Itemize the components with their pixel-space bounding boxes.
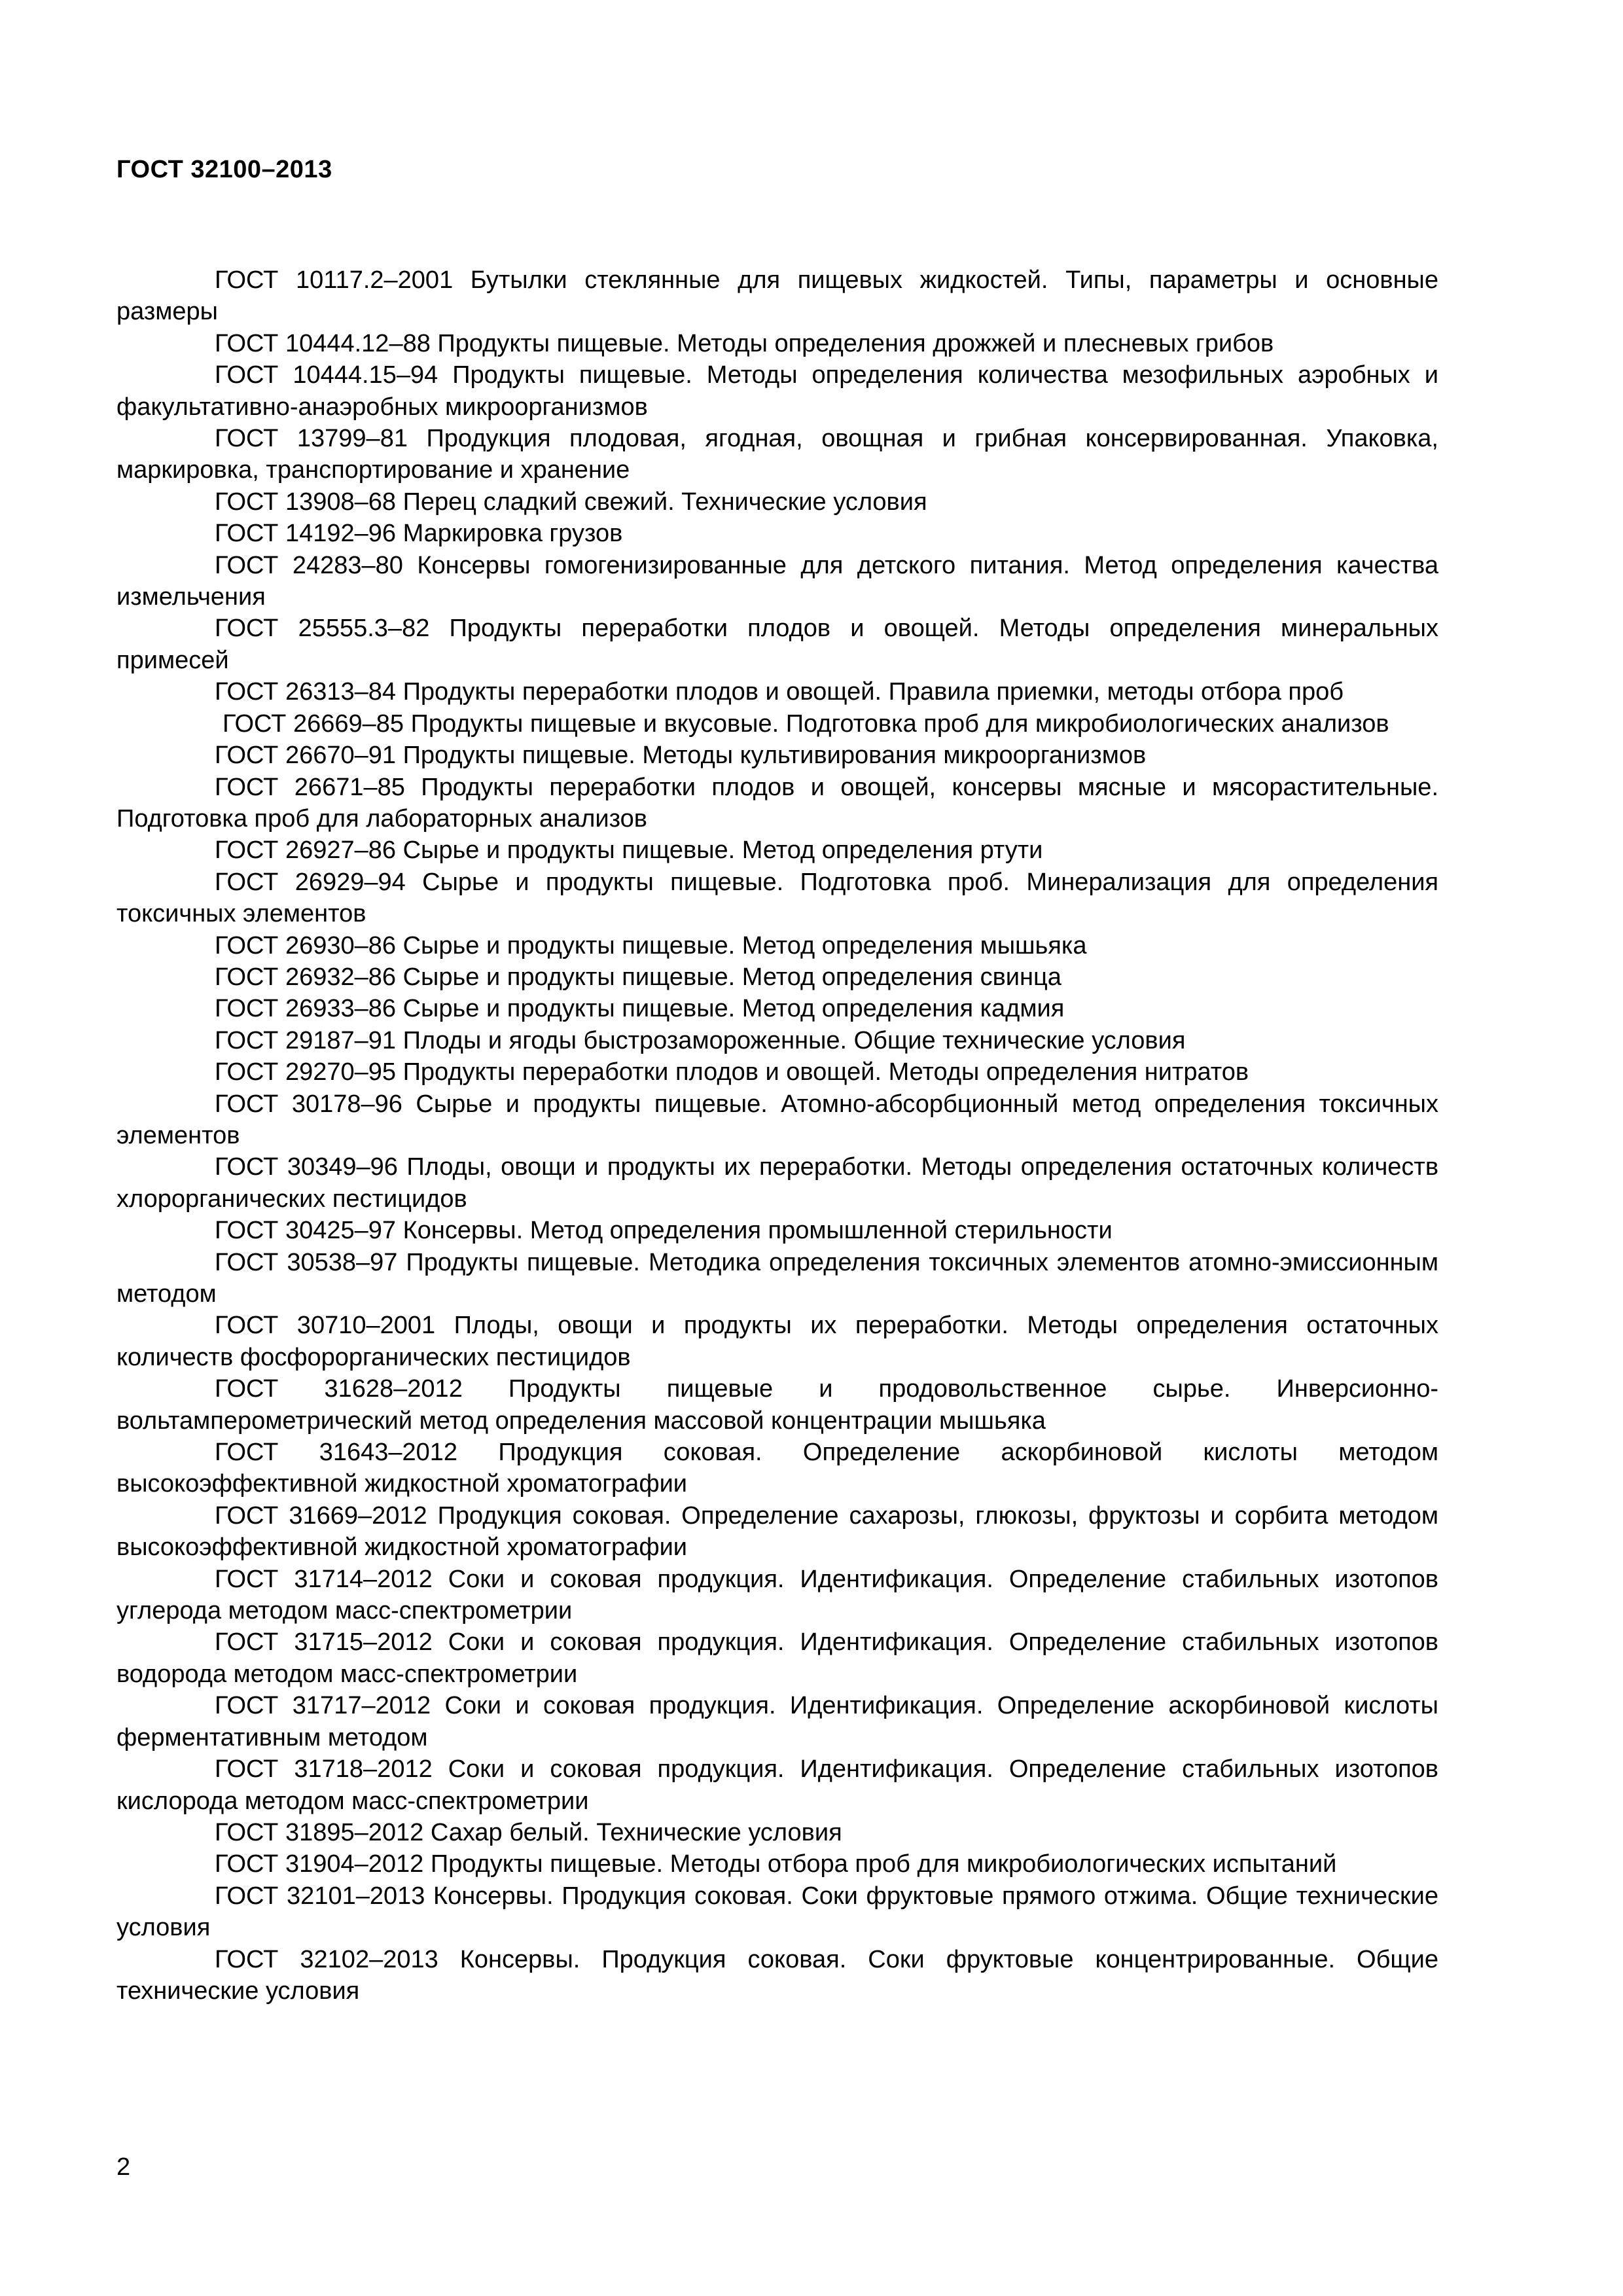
reference-item: ГОСТ 10444.12–88 Продукты пищевые. Методы определения дрожжей и плесневых грибов	[215, 329, 1274, 357]
reference-item: ГОСТ 24283–80 Консервы гомогенизированные для детского питания. Метод определения качества измельчения	[116, 551, 1438, 611]
reference-item: ГОСТ 10117.2–2001 Бутылки стеклянные для пищевых жидкостей. Типы, параметры и основные размеры	[116, 266, 1438, 326]
page-header-title: ГОСТ 32100–2013	[116, 156, 332, 183]
reference-item: ГОСТ 10444.15–94 Продукты пищевые. Методы определения количества мезофильных аэробных и факультативно-анаэробных микроорганизмов	[116, 361, 1438, 421]
reference-item: ГОСТ 31714–2012 Соки и соковая продукция. Идентификация. Определение стабильных изотопов углерода методом масс-спектрометрии	[116, 1565, 1438, 1625]
reference-item: ГОСТ 29270–95 Продукты переработки плодов и овощей. Методы определения нитратов	[215, 1058, 1249, 1086]
reference-item: ГОСТ 13908–68 Перец сладкий свежий. Технические условия	[215, 488, 927, 516]
reference-item: ГОСТ 32101–2013 Консервы. Продукция соковая. Соки фруктовые прямого отжима. Общие технические условия	[116, 1882, 1438, 1942]
reference-item: ГОСТ 26669–85 Продукты пищевые и вкусовые. Подготовка проб для микробиологических анализов	[223, 709, 1389, 738]
reference-item: ГОСТ 30349–96 Плоды, овощи и продукты их переработки. Методы определения остаточных количеств хлорорганических пестицидов	[116, 1153, 1438, 1213]
reference-item: ГОСТ 26930–86 Сырье и продукты пищевые. Метод определения мышьяка	[215, 931, 1087, 960]
reference-item: ГОСТ 31628–2012 Продукты пищевые и продовольственное сырье. Инверсионно-вольтамперометрический метод определения массовой концентрации мышьяка	[116, 1375, 1438, 1435]
reference-item: ГОСТ 26929–94 Сырье и продукты пищевые. Подготовка проб. Минерализация для определения токсичных элементов	[116, 868, 1438, 928]
reference-item: ГОСТ 26313–84 Продукты переработки плодов и овощей. Правила приемки, методы отбора проб	[215, 678, 1344, 706]
reference-item: ГОСТ 32102–2013 Консервы. Продукция соковая. Соки фруктовые концентрированные. Общие технические условия	[116, 1945, 1438, 2005]
reference-item: ГОСТ 29187–91 Плоды и ягоды быстрозамороженные. Общие технические условия	[215, 1026, 1186, 1054]
reference-item: ГОСТ 31717–2012 Соки и соковая продукция. Идентификация. Определение аскорбиновой кислоты ферментативным методом	[116, 1692, 1438, 1751]
reference-item: ГОСТ 26933–86 Сырье и продукты пищевые. Метод определения кадмия	[215, 995, 1065, 1023]
reference-item: ГОСТ 31904–2012 Продукты пищевые. Методы отбора проб для микробиологических испытаний	[215, 1850, 1337, 1878]
reference-item: ГОСТ 30710–2001 Плоды, овощи и продукты их переработки. Методы определения остаточных количеств фосфорорганических пестицидов	[116, 1312, 1438, 1371]
reference-item: ГОСТ 30538–97 Продукты пищевые. Методика определения токсичных элементов атомно-эмиссионным методом	[116, 1248, 1438, 1308]
reference-item: ГОСТ 31643–2012 Продукция соковая. Определение аскорбиновой кислоты методом высокоэффективной жидкостной хроматографии	[116, 1439, 1438, 1498]
reference-item: ГОСТ 26670–91 Продукты пищевые. Методы культивирования микроорганизмов	[215, 742, 1147, 770]
reference-item: ГОСТ 30178–96 Сырье и продукты пищевые. Атомно-абсорбционный метод определения токсичных элементов	[116, 1090, 1438, 1149]
normative-references-list	[116, 264, 1438, 2007]
reference-item: ГОСТ 26927–86 Сырье и продукты пищевые. Метод определения ртути	[215, 836, 1043, 865]
reference-item: ГОСТ 14192–96 Маркировка грузов	[215, 520, 623, 548]
reference-item: ГОСТ 30425–97 Консервы. Метод определения промышленной стерильности	[215, 1217, 1113, 1245]
page-number: 2	[116, 2153, 131, 2181]
reference-item: ГОСТ 31718–2012 Соки и соковая продукция. Идентификация. Определение стабильных изотопов кислорода методом масс-спектрометрии	[116, 1755, 1438, 1815]
reference-item: ГОСТ 25555.3–82 Продукты переработки плодов и овощей. Методы определения минеральных примесей	[116, 615, 1438, 674]
reference-item: ГОСТ 26932–86 Сырье и продукты пищевые. Метод определения свинца	[215, 963, 1061, 991]
reference-item: ГОСТ 26671–85 Продукты переработки плодов и овощей, консервы мясные и мясорастительные. Подготовка проб для лабораторных анализов	[116, 773, 1438, 833]
reference-item: ГОСТ 13799–81 Продукция плодовая, ягодная, овощная и грибная консервированная. Упаковка, маркировка, транспортирование и хранение	[116, 425, 1438, 484]
reference-item: ГОСТ 31895–2012 Сахар белый. Технические условия	[215, 1818, 842, 1846]
reference-item: ГОСТ 31715–2012 Соки и соковая продукция. Идентификация. Определение стабильных изотопов водорода методом масс-спектрометрии	[116, 1628, 1438, 1688]
reference-item: ГОСТ 31669–2012 Продукция соковая. Определение сахарозы, глюкозы, фруктозы и сорбита методом высокоэффективной жидкостной хроматографии	[116, 1501, 1438, 1562]
